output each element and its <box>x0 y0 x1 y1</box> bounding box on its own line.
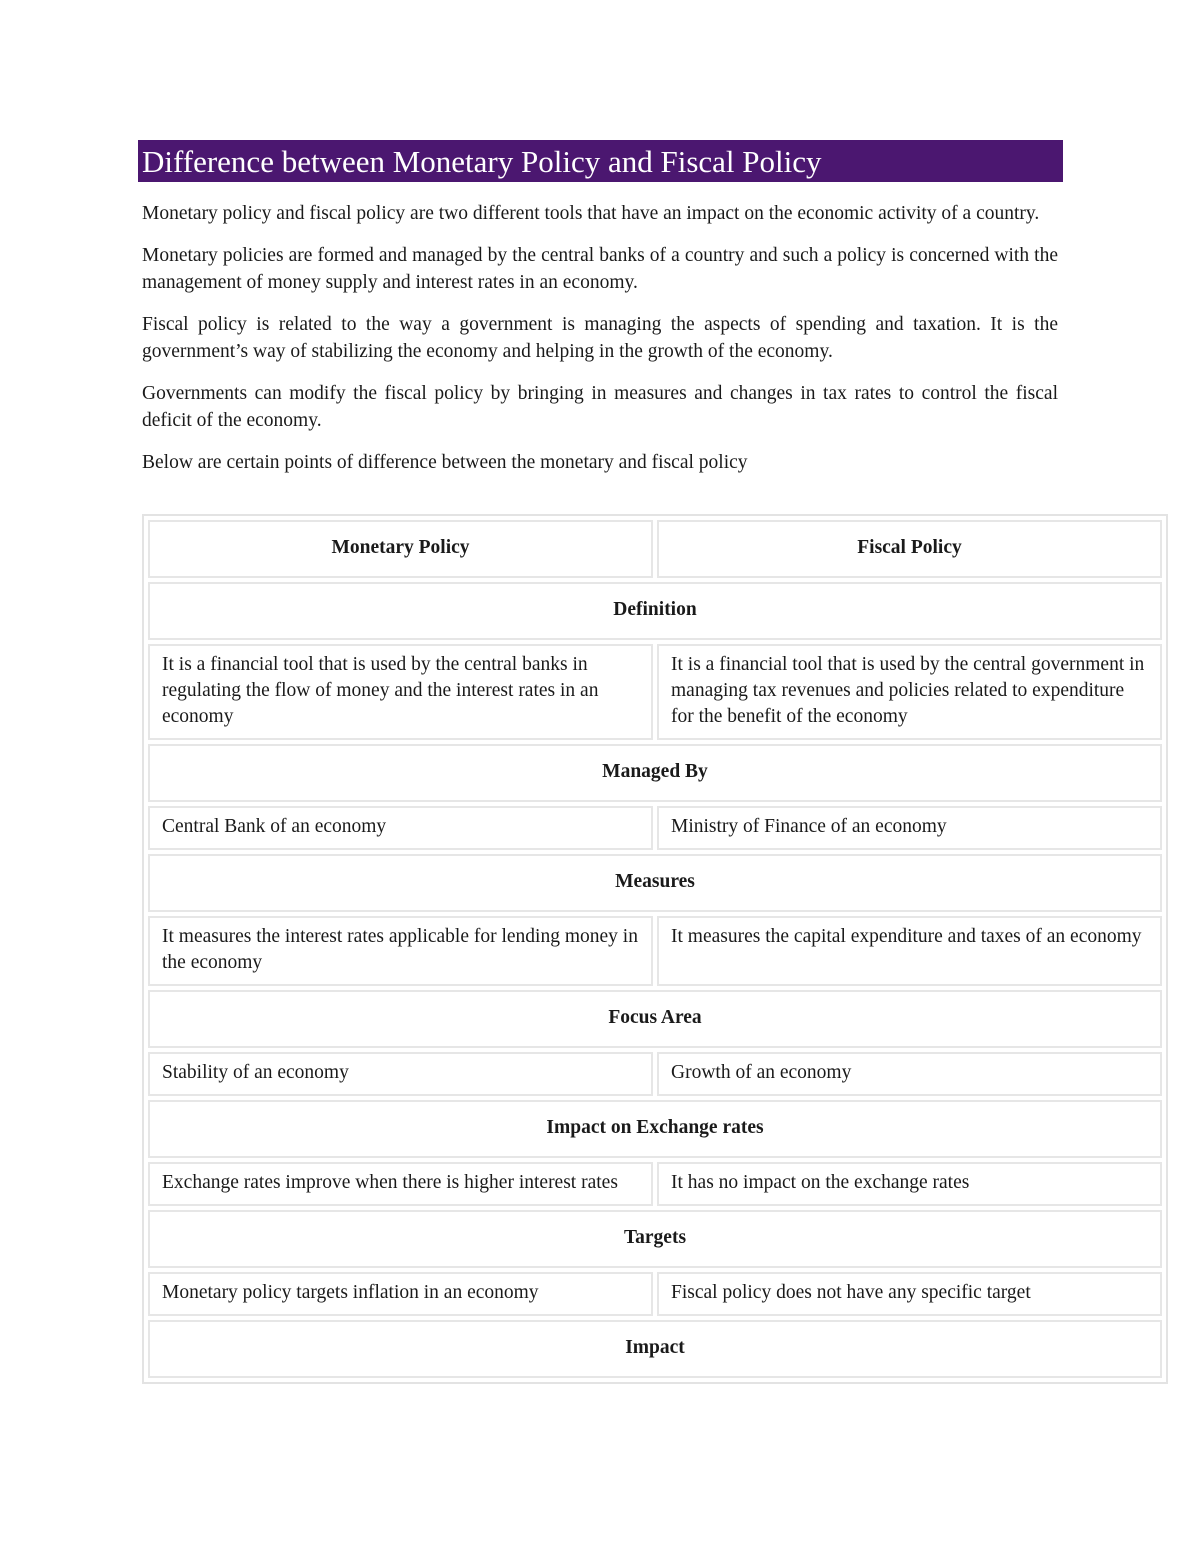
page-title: Difference between Monetary Policy and Fiscal Policy <box>142 144 822 179</box>
paragraph: Below are certain points of difference between the monetary and fiscal policy <box>142 452 748 473</box>
section-label: Measures <box>148 854 1162 912</box>
section-row <box>148 1100 1162 1158</box>
section-row <box>148 582 1162 640</box>
monetary-cell: It is a financial tool that is used by the central banks in regulating the flow of money and the interest rates in an economy <box>148 644 653 740</box>
section-label: Targets <box>148 1210 1162 1268</box>
table-row <box>148 916 1162 986</box>
monetary-cell: Stability of an economy <box>148 1052 653 1096</box>
table-row <box>148 806 1162 850</box>
monetary-cell: Central Bank of an economy <box>148 806 653 850</box>
table-row <box>148 644 1162 740</box>
table-row <box>148 1052 1162 1096</box>
paragraph: Governments can modify the fiscal policy by bringing in measures and changes in tax rates to control the fiscal deficit of the economy. <box>142 383 1058 431</box>
section-row <box>148 990 1162 1048</box>
fiscal-cell: It measures the capital expenditure and taxes of an economy <box>657 916 1162 986</box>
section-label: Definition <box>148 582 1162 640</box>
monetary-cell: Exchange rates improve when there is higher interest rates <box>148 1162 653 1206</box>
paragraph: Monetary policies are formed and managed by the central banks of a country and such a policy is concerned with the management of money supply and interest rates in an economy. <box>142 245 1058 293</box>
paragraph: Monetary policy and fiscal policy are two different tools that have an impact on the economic activity of a country. <box>142 203 1040 224</box>
table-header-row <box>148 520 1162 578</box>
section-label: Impact <box>148 1320 1162 1378</box>
table-row <box>148 1272 1162 1316</box>
fiscal-cell: Growth of an economy <box>657 1052 1162 1096</box>
section-row <box>148 1210 1162 1268</box>
fiscal-cell: It has no impact on the exchange rates <box>657 1162 1162 1206</box>
section-row <box>148 854 1162 912</box>
fiscal-cell: Fiscal policy does not have any specific target <box>657 1272 1162 1316</box>
section-label: Managed By <box>148 744 1162 802</box>
title-banner <box>138 140 1063 182</box>
monetary-cell: Monetary policy targets inflation in an economy <box>148 1272 653 1316</box>
fiscal-cell: Ministry of Finance of an economy <box>657 806 1162 850</box>
table-row <box>148 1162 1162 1206</box>
section-label: Focus Area <box>148 990 1162 1048</box>
fiscal-cell: It is a financial tool that is used by the central government in managing tax revenues and policies related to expenditure for the benefit of the economy <box>657 644 1162 740</box>
section-label: Impact on Exchange rates <box>148 1100 1162 1158</box>
comparison-table <box>142 514 1168 1384</box>
column-header-fiscal: Fiscal Policy <box>657 520 1162 578</box>
monetary-cell: It measures the interest rates applicable for lending money in the economy <box>148 916 653 986</box>
intro-text <box>142 200 1058 491</box>
section-row <box>148 1320 1162 1378</box>
column-header-monetary: Monetary Policy <box>148 520 653 578</box>
paragraph: Fiscal policy is related to the way a government is managing the aspects of spending and taxation. It is the government’s way of stabilizing the economy and helping in the growth of the economy. <box>142 314 1058 362</box>
section-row <box>148 744 1162 802</box>
